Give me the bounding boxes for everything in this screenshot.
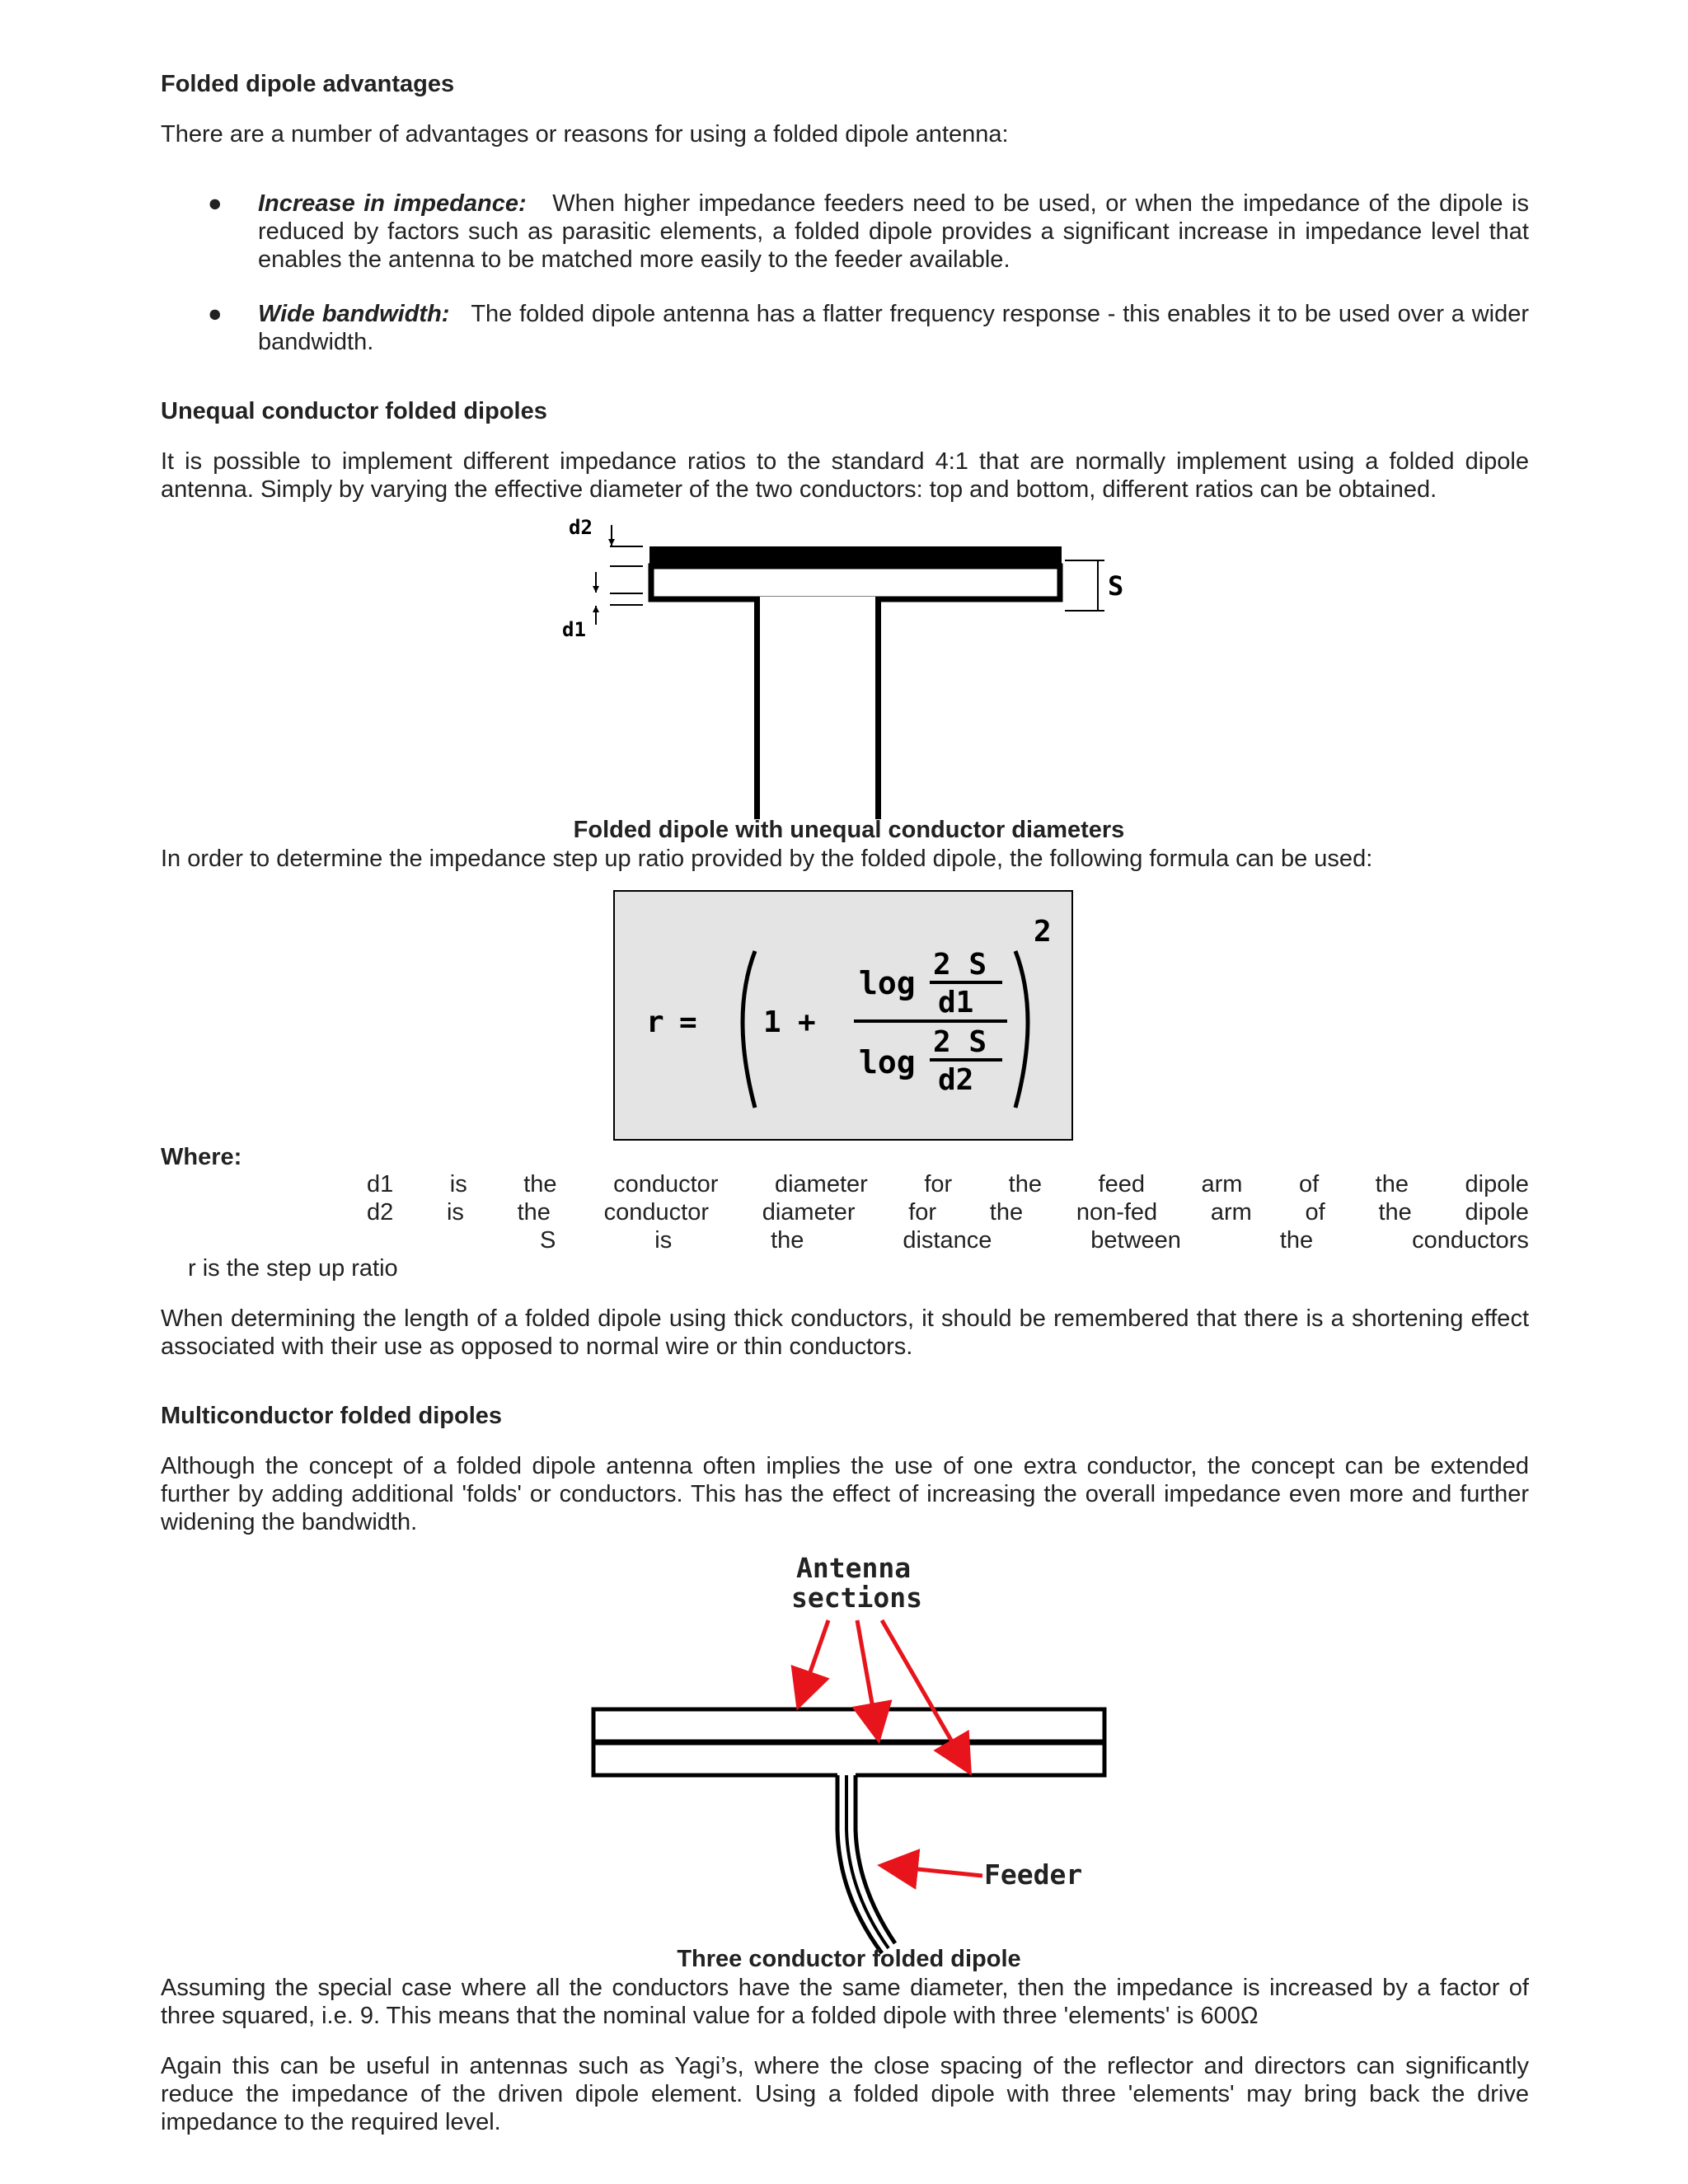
right-paren xyxy=(1015,951,1028,1108)
arrow-bottom-conductor xyxy=(882,1620,968,1769)
section-heading-advantages: Folded dipole advantages xyxy=(161,71,455,97)
formula-log-top: log xyxy=(859,965,916,1001)
three-conductor-figure xyxy=(577,1549,1137,1970)
bullet-title: Increase in impedance: xyxy=(258,190,527,217)
figure-caption-three: Three conductor folded dipole xyxy=(677,1946,1021,1972)
thick-conductor-paragraph: When determining the length of a folded dipole using thick conductors, it should be remembered that there is a shortening effect associated with their use as opposed to normal wire or thin conductors. xyxy=(161,1305,1529,1360)
formula-log-bottom: log xyxy=(859,1044,916,1080)
where-row-d1: d1 is the conductor diameter for the feed arm of the dipole xyxy=(367,1171,1529,1197)
left-paren xyxy=(743,951,755,1108)
formula-r: r xyxy=(646,1005,664,1039)
formula-svg xyxy=(615,892,1071,1139)
bullet-icon: ● xyxy=(208,301,223,327)
arrow-feeder xyxy=(885,1866,982,1876)
formula-exponent: 2 xyxy=(1034,915,1052,949)
label-d2: d2 xyxy=(569,516,593,539)
yagi-paragraph: Again this can be useful in antennas such as Yagi’s, where the close spacing of the reflector and directors can significantly reduce the impedance of the driven dipole element. Using a folded dipole with three 'elements' may bring back the drive impedance to the required level. xyxy=(161,2053,1529,2135)
label-sections: sections xyxy=(791,1582,922,1614)
multiconductor-paragraph: Although the concept of a folded dipole antenna often implies the use of one extra conductor, the concept can be extended further by adding additional 'folds' or conductors. This has the effect of increasing the overall impedance even more and further widening the bandwidth. xyxy=(161,1453,1529,1535)
feeder-left xyxy=(754,597,760,819)
label-feeder: Feeder xyxy=(984,1858,1083,1891)
unequal-paragraph: It is possible to implement different impedance ratios to the standard 4:1 that are normally implement using a folded dipole antenna. Simply by varying the effective diameter of the two conductors: top and bottom, different ratios can be obtained. xyxy=(161,448,1529,503)
bullet-bandwidth xyxy=(258,300,1529,356)
formula-box xyxy=(613,890,1073,1141)
r-definition: r is the step up ratio xyxy=(188,1255,398,1282)
formula-plus: + xyxy=(798,1005,816,1039)
where-label: Where: xyxy=(161,1144,242,1170)
unequal-dipole-figure xyxy=(544,509,1170,823)
label-s: S xyxy=(1108,570,1124,602)
figure-caption-unequal: Folded dipole with unequal conductor diameters xyxy=(573,817,1125,843)
formula-d2: d2 xyxy=(938,1063,974,1097)
where-row-s: S is the distance between the conductors xyxy=(540,1227,1529,1254)
arrow-top-conductor xyxy=(799,1620,828,1703)
formula-d1: d1 xyxy=(938,986,974,1019)
bullet-body: When higher impedance feeders need to be used, or when the impedance of the dipole is reduced by factors such as parasitic elements, a folded dipole provides a significant increase in impedance level that enables the antenna to be matched more easily to the feeder available. xyxy=(258,190,1530,273)
formula-2s-top: 2 S xyxy=(933,948,987,982)
bullet-title: Wide bandwidth: xyxy=(258,301,450,327)
intro-paragraph: There are a number of advantages or reasons for using a folded dipole antenna: xyxy=(161,121,1009,148)
bullet-body: The folded dipole antenna has a flatter frequency response - this enables it to be used over a wider bandwidth. xyxy=(258,301,1529,355)
formula-one: 1 xyxy=(763,1005,781,1039)
label-d1: d1 xyxy=(562,618,586,641)
formula-intro: In order to determine the impedance step up ratio provided by the folded dipole, the following formula can be used: xyxy=(161,846,1373,872)
label-antenna: Antenna xyxy=(796,1552,912,1584)
arrow-middle-conductor xyxy=(857,1620,878,1736)
thick-conductor xyxy=(649,546,1062,566)
feeder-right xyxy=(875,597,881,819)
formula-equals: = xyxy=(679,1005,697,1039)
section-heading-unequal: Unequal conductor folded dipoles xyxy=(161,398,547,424)
special-case-paragraph: Assuming the special case where all the conductors have the same diameter, then the impedance is increased by a factor of three squared, i.e. 9. This means that the nominal value for a folded dipole with three 'elements' is 600Ω xyxy=(161,1975,1529,2029)
thin-conductor-loop xyxy=(651,566,1060,599)
formula-2s-bottom: 2 S xyxy=(933,1025,987,1059)
bullet-impedance xyxy=(258,190,1529,274)
where-row-d2: d2 is the conductor diameter for the non-fed arm of the dipole xyxy=(367,1199,1529,1226)
bullet-icon: ● xyxy=(208,190,223,217)
section-heading-multiconductor: Multiconductor folded dipoles xyxy=(161,1403,503,1429)
